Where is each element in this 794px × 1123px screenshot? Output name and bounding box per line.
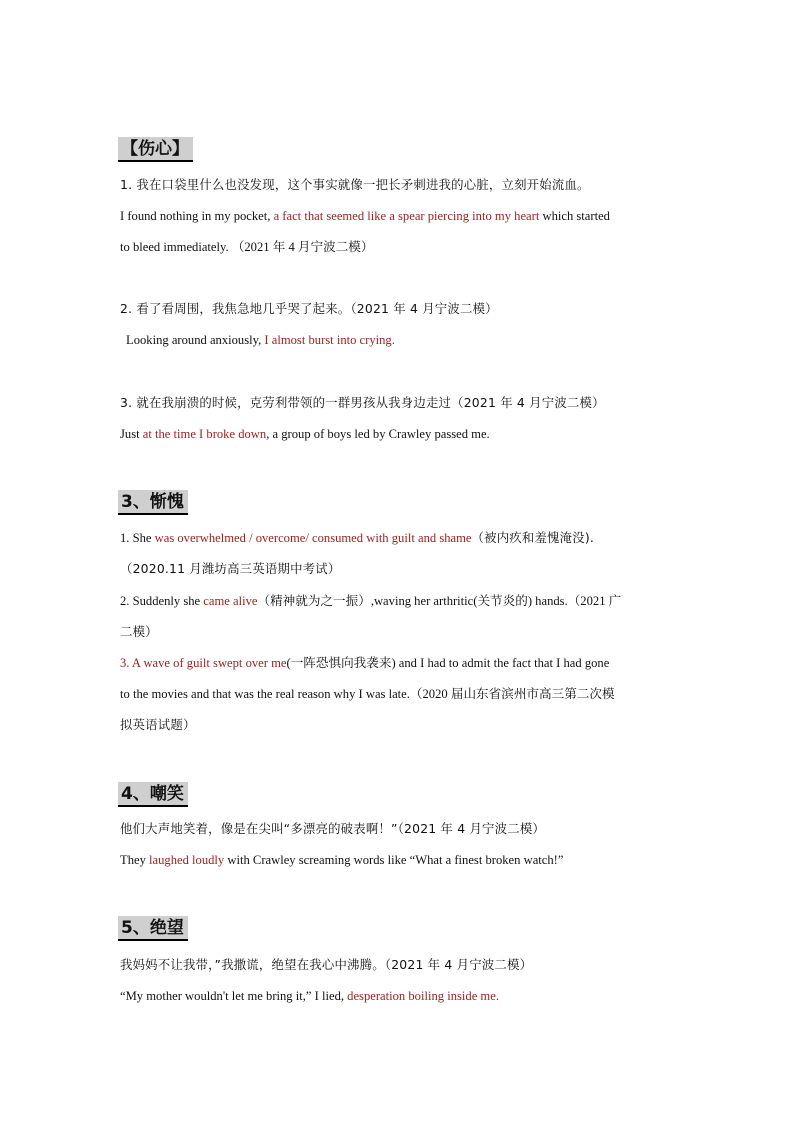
text: which started [539,209,610,223]
highlight-phrase: laughed loudly [149,853,225,867]
highlight-phrase: came alive [203,594,258,608]
highlight-phrase: desperation boiling inside me. [347,989,499,1003]
despair-chinese: 我妈妈不让我带，”我撒谎，绝望在我心中沸腾。（2021 年 4 月宁波二模） [120,957,533,972]
despair-english [120,988,499,1004]
guilt-item2-source: 二模） [120,624,158,639]
text: （被内疚和羞愧淹没). [471,530,595,545]
sad-item1-english-cont: to bleed immediately. （2021 年 4 月宁波二模） [120,240,374,254]
sad-item2-english [126,332,395,348]
sad-item2-chinese: 2. 看了看周围，我焦急地几乎哭了起来。（2021 年 4 月宁波二模） [120,301,498,316]
text: I found nothing in my pocket, [120,209,274,223]
section-heading-sad: 【伤心】 [118,137,193,162]
guilt-item3 [120,655,609,671]
highlight-phrase: was overwhelmed / overcome/ consumed with guilt and shame [154,531,472,545]
highlight-phrase: 3. A wave of guilt swept over me [120,656,287,670]
section-heading-mock: 4、嘲笑 [118,782,188,807]
text: (一阵恐惧向我袭来) and I had to admit the fact that I had gone [286,656,610,670]
text: with Crawley screaming words like “What a finest broken watch!” [224,853,564,867]
mock-chinese: 他们大声地笑着，像是在尖叫“多漂亮的破表啊！”（2021 年 4 月宁波二模） [120,821,545,836]
guilt-item1 [120,530,594,546]
sad-item3-chinese: 3. 就在我崩溃的时候，克劳利带领的一群男孩从我身边走过（2021 年 4 月宁波二模） [120,395,605,410]
section-heading-despair: 5、绝望 [118,916,188,941]
highlight-phrase: at the time I broke down [142,427,267,441]
highlight-phrase: I almost burst into crying. [264,333,395,347]
text: 2. Suddenly she [120,594,204,608]
sad-item1-chinese: 1. 我在口袋里什么也没发现，这个事实就像一把长矛刺进我的心脏，立刻开始流血。 [120,177,590,192]
guilt-item3-cont: to the movies and that was the real reason why I was late.（2020 届山东省滨州市高三第二次模 [120,687,615,701]
sad-item1-english [120,208,610,224]
guilt-item2 [120,593,621,609]
highlight-phrase: a fact that seemed like a spear piercing into my heart [273,209,540,223]
text: , a group of boys led by Crawley passed me. [266,427,490,441]
text: Looking around anxiously, [126,333,265,347]
text: “My mother wouldn't let me bring it,” I lied, [120,989,348,1003]
guilt-item3-source: 拟英语试题） [120,717,196,732]
sad-item3-english [120,426,490,442]
guilt-item1-source: （2020.11 月潍坊高三英语期中考试） [120,561,341,576]
text: （精神就为之一振）,waving her arthritic(关节炎的) hands.（2021 广 [257,594,622,608]
text: They [120,853,150,867]
mock-english [120,852,563,868]
section-heading-guilt: 3、惭愧 [118,490,188,515]
text: 1. She [120,531,155,545]
text: Just [120,427,143,441]
